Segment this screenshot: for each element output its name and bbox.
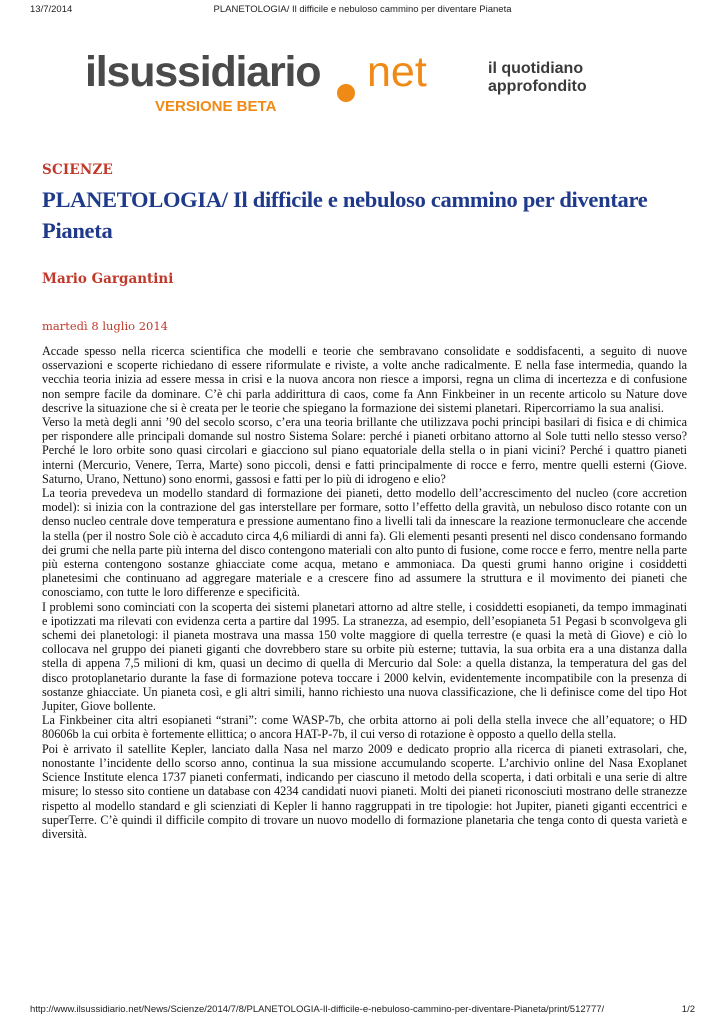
logo-tagline: il quotidiano approfondito: [488, 60, 587, 95]
article-paragraph: Accade spesso nella ricerca scientifica che modelli e teorie che sembravano consolidate e soddisfacenti, a seguito di nuove osservazioni e scoperte richiedano di essere riformulate e riviste, a volte anche radicalmente. E nella fase intermedia, quando la vecchia teoria inizia ad essere messa in crisi e la nuova ancora non riesce a imporsi, regna un clima di incertezza e di confusione non sempre facile da dominare. C’è chi parla addirittura di caos, come fa Ann Finkbeiner in un recente articolo su Nature dove descrive la situazione che si è creata per le teorie che spiegano la formazione dei sistemi planetari. Ripercorriamo la sua analisi.: [42, 344, 687, 415]
section-label[interactable]: SCIENZE: [42, 162, 113, 178]
article-paragraph: La Finkbeiner cita altri esopianeti “strani”: come WASP-7b, che orbita attorno ai poli della stella invece che all’equatore; o HD 80606b la cui orbita è fortemente ellittica; o ancora HAT-P-7b, il cui verso di rotazione è opposto a quello della stella.: [42, 713, 687, 742]
print-date: 13/7/2014: [30, 4, 73, 15]
print-page-number: 1/2: [681, 1004, 695, 1015]
logo-wordmark: ilsussidiario: [85, 48, 321, 96]
article-title: PLANETOLOGIA/ Il difficile e nebuloso cammino per diventare Pianeta: [42, 187, 648, 243]
article-body: [42, 344, 687, 841]
site-logo[interactable]: [85, 46, 605, 126]
logo-beta-label: VERSIONE BETA: [155, 98, 277, 115]
article-paragraph: Poi è arrivato il satellite Kepler, lanciato dalla Nasa nel marzo 2009 e dedicato proprio alla ricerca di pianeti extrasolari, che, nonostante l’incidente dello scorso anno, continua la sua missione accumulando scoperte. L’archivio online del Nasa Exoplanet Science Institute elenca 1737 pianeti confermati, indicando per ciascuno il metodo della scoperta, i dati orbitali e una serie di altre misure; lo stesso sito contiene un database con 4234 candidati nuovi pianeti. Molti dei pianeti riconosciuti mostrano delle stranezze rispetto al modello standard e gli scienziati di Kepler li hanno raggruppati in tre tipologie: hot Jupiter, pianeti giganti eccentrici e superTerre. C’è quindi il difficile compito di trovare un nuovo modello di formazione planetaria che tenga conto di questa varietà e diversità.: [42, 741, 687, 841]
article-paragraph: Verso la metà degli anni ’90 del secolo scorso, c’era una teoria brillante che utilizzava pochi principi basilari di fisica e di chimica per rispondere alle principali domande sul nostro Sistema Solare: perché i pianeti orbitano attorno al Sole tutti nello stesso verso? Perché le loro orbite sono quasi circolari e giacciono sul piano equatoriale della stella o in piani vicini? Perché i quattro pianeti interni (Mercurio, Venere, Terra, Marte) sono piccoli, densi e fatti principalmente di rocce e ferro, mentre quelli esterni (Giove. Saturno, Urano, Nettuno) sono enormi, gassosi e fatti per lo più di idrogeno e elio?: [42, 415, 687, 486]
article-paragraph: La teoria prevedeva un modello standard di formazione dei pianeti, detto modello dell’accrescimento del nucleo (core accretion model): si inizia con la contrazione del gas interstellare per formare, sotto l’effetto della gravità, un nebuloso disco rotante con un denso nucleo centrale dove temperatura e pressione aumentano fino a livelli tali da innescare la reazione termonucleare che accende la stella (per il nostro Sole ciò è accaduto circa 4,6 miliardi di anni fa). Gli elementi pesanti presenti nel disco condensano formando dei grumi che nella parte più interna del disco contengono materiali con alto punto di fusione, come rocce e ferro, mentre nella parte più esterna contengono sostanze ghiacciate come acqua, metano e ammoniaca. Da questi grumi hanno origine i cosiddetti planetesimi che continuano ad aggregare materiale e a crescere fino ad assumere la struttura e il movimento dei pianeti che conosciamo, con tutte le loro differenze e specificità.: [42, 486, 688, 600]
print-header: [0, 4, 725, 18]
print-page-title: PLANETOLOGIA/ Il difficile e nebuloso cammino per diventare Pianeta: [213, 4, 512, 15]
logo-dot-icon: [337, 84, 355, 102]
logo-net: net: [367, 48, 427, 96]
article-author[interactable]: Mario Gargantini: [42, 271, 174, 287]
print-footer: [0, 1004, 725, 1018]
article-paragraph: I problemi sono cominciati con la scoperta dei sistemi planetari attorno ad altre stelle, i cosiddetti esopianeti, da tempo immaginati e ipotizzati ma rilevati con evidenza certa a partire dal 1995. La stranezza, ad esempio, dell’esopianeta 51 Pegasi b sconvolgeva gli schemi dei planetologi: il pianeta mostrava una massa 150 volte maggiore di quella terrestre (e quasi la metà di Giove) e ciò lo collocava nel gruppo dei pianeti giganti che dovrebbero stare su orbite più esterne; tuttavia, la sua orbita era a una distanza dalla stella di appena 7,5 milioni di km, quasi un decimo di quella di Mercurio dal Sole: a quella distanza, la temperatura del gas del disco protoplanetario durante la fase di formazione poteva toccare i 2000 kelvin, evidentemente incompatibile con la presenza di sostanze ghiacciate. Un pianeta così, e gli altri simili, hanno richiesto una nuova classificazione, che li definisce come del tipo Hot Jupiter, Giove bollente.: [42, 599, 687, 714]
article-date: martedì 8 luglio 2014: [42, 319, 169, 333]
print-url: http://www.ilsussidiario.net/News/Scienze/2014/7/8/PLANETOLOGIA-Il-difficile-e-nebuloso-cammino-per-diventare-Pianeta/print/512777/: [30, 1004, 605, 1015]
